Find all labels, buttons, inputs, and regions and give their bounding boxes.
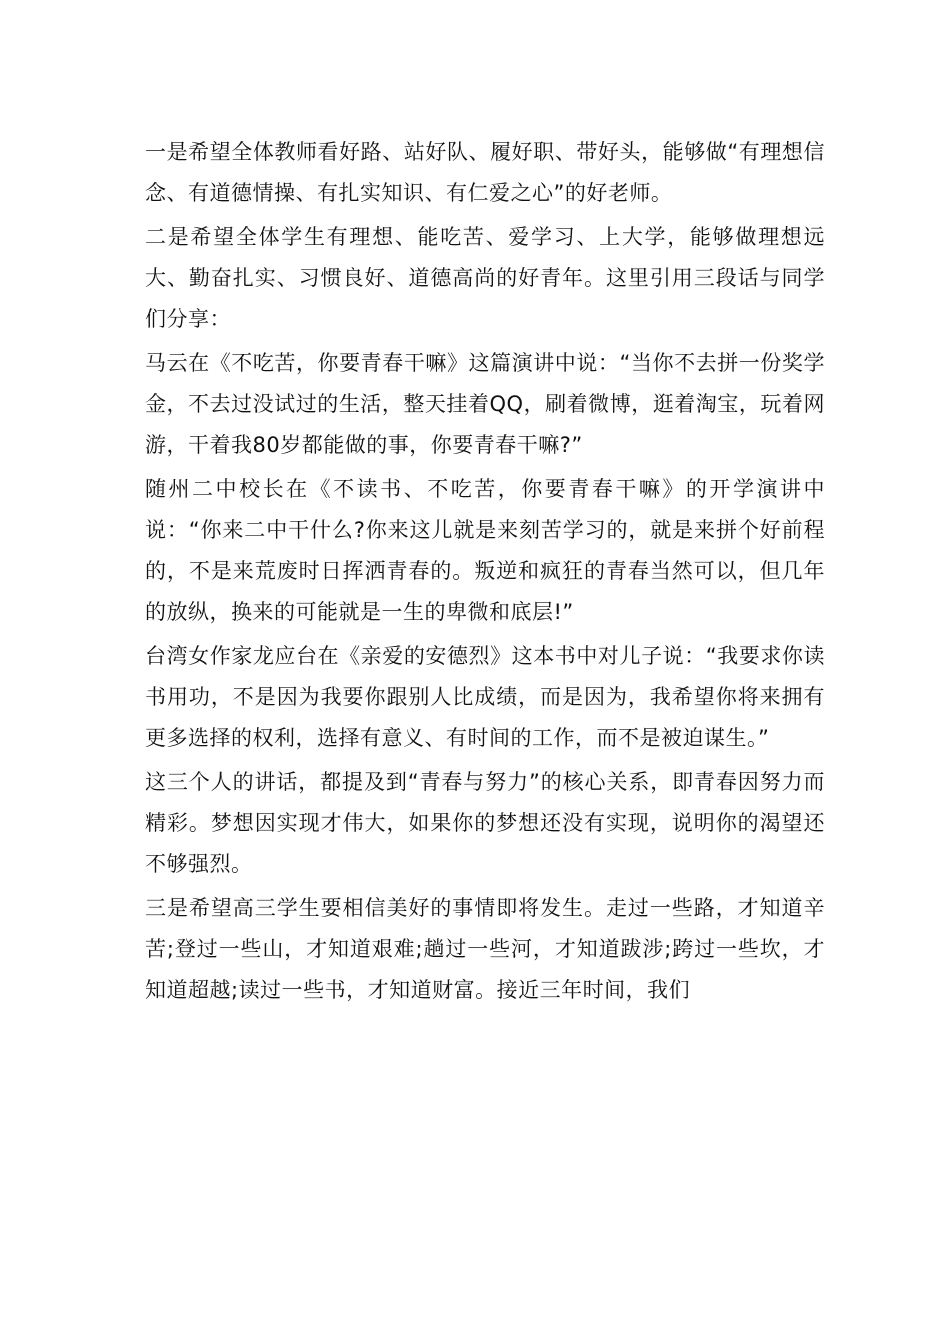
paragraph-seniors: 三是希望高三学生要相信美好的事情即将发生。走过一些路，才知道辛苦;登过一些山，才知道艰难;趟过一些河，才知道跋涉;跨过一些坎，才知道超越;读过一些书，才知道财富。接近三年时间，我们 <box>145 896 825 1002</box>
document-body <box>145 132 825 1011</box>
paragraph-teachers: 一是希望全体教师看好路、站好队、履好职、带好头，能够做“有理想信念、有道德情操、有扎实知识、有仁爱之心”的好老师。 <box>145 140 825 205</box>
paragraph-quote-mayun: 马云在《不吃苦，你要青春干嘛》这篇演讲中说：“当你不去拼一份奖学金，不去过没试过的生活，整天挂着QQ，刷着微博，逛着淘宝，玩着网游，干着我80岁都能做的事，你要青春干嘛?” <box>145 351 825 457</box>
paragraph-summary: 这三个人的讲话，都提及到“青春与努力”的核心关系，即青春因努力而精彩。梦想因实现才伟大，如果你的梦想还没有实现，说明你的渴望还不够强烈。 <box>145 770 825 876</box>
paragraph-quote-principal: 随州二中校长在《不读书、不吃苦，你要青春干嘛》的开学演讲中说：“你来二中干什么?你来这儿就是来刻苦学习的，就是来拼个好前程的，不是来荒废时日挥洒青春的。叛逆和疯狂的青春当然可以，但几年的放纵，换来的可能就是一生的卑微和底层!” <box>145 477 825 624</box>
paragraph-quote-longyingtai: 台湾女作家龙应台在《亲爱的安德烈》这本书中对儿子说：“我要求你读书用功，不是因为我要你跟别人比成绩，而是因为，我希望你将来拥有更多选择的权利，选择有意义、有时间的工作，而不是被迫谋生。” <box>145 644 825 750</box>
paragraph-students: 二是希望全体学生有理想、能吃苦、爱学习、上大学，能够做理想远大、勤奋扎实、习惯良好、道德高尚的好青年。这里引用三段话与同学们分享： <box>145 225 825 331</box>
